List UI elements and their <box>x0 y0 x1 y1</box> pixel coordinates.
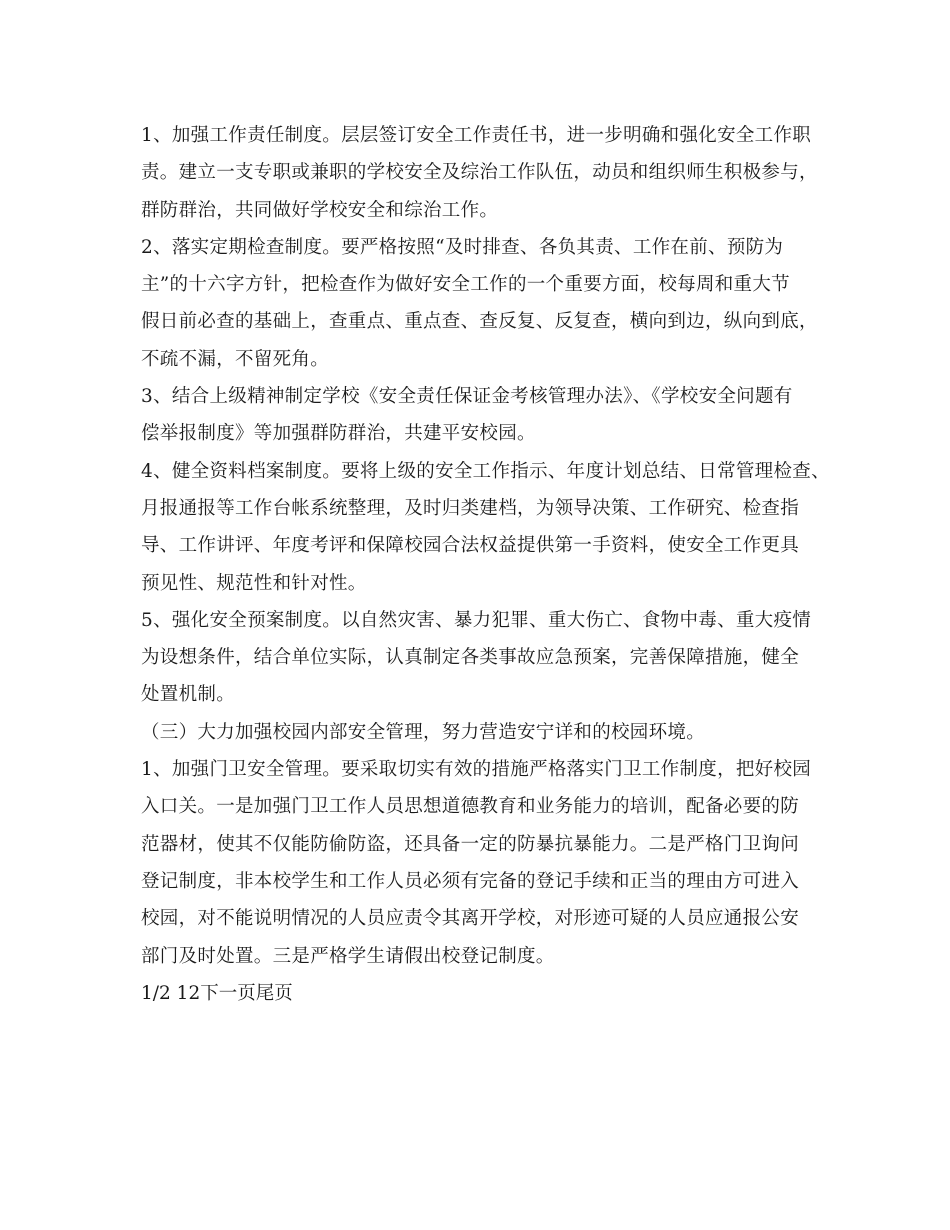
pagination <box>141 975 821 1012</box>
body-line: 偿举报制度》等加强群防群治，共建平安校园。 <box>141 423 536 445</box>
body-line: 主”的十六字方针，把检查作为做好安全工作的一个重要方面，校每周和重大节 <box>141 274 790 296</box>
section-heading: （三）大力加强校园内部安全管理，努力营造安宁详和的校园环境。 <box>141 721 706 743</box>
body-line: 月报通报等工作台帐系统整理，及时归类建档，为领导决策、工作研究、检查指 <box>141 497 800 519</box>
body-line: 登记制度，非本校学生和工作人员必须有完备的登记手续和正当的理由方可进入 <box>141 870 800 892</box>
body-line: 假日前必查的基础上，查重点、重点查、查反复、反复查，横向到边，纵向到底， <box>141 311 818 333</box>
body-line: 为设想条件，结合单位实际，认真制定各类事故应急预案，完善保障措施，健全 <box>141 647 800 669</box>
body-line: 3、结合上级精神制定学校《安全责任保证金考核管理办法》、《学校安全问题有 <box>141 386 793 408</box>
body-line: 1、加强门卫安全管理。要采取切实有效的措施严格落实门卫工作制度，把好校园 <box>141 759 812 781</box>
pager-controls <box>141 975 293 1012</box>
body-line: 责。建立一支专职或兼职的学校安全及综治工作队伍，动员和组织师生积极参与， <box>141 162 818 184</box>
body-line: 预见性、规范性和针对性。 <box>141 572 367 594</box>
body-line: 4、健全资料档案制度。要将上级的安全工作指示、年度计划总结、日常管理检查、 <box>141 460 830 482</box>
body-line: 部门及时处置。三是严格学生请假出校登记制度。 <box>141 945 555 967</box>
body-line: 不疏不漏，不留死角。 <box>141 348 330 370</box>
body-line: 群防群治，共同做好学校安全和综治工作。 <box>141 199 499 221</box>
body-line: 校园，对不能说明情况的人员应责令其离开学校，对形迹可疑的人员应通报公安 <box>141 908 800 930</box>
page-link-2[interactable]: 2 <box>188 982 201 1004</box>
body-line: 1、加强工作责任制度。层层签订安全工作责任书，进一步明确和强化安全工作职 <box>141 125 812 146</box>
next-page-link[interactable]: 下一页 <box>200 982 256 1004</box>
document-body <box>141 117 830 1012</box>
body-line: 范器材，使其不仅能防偷防盗，还具备一定的防暴抗暴能力。二是严格门卫询问 <box>141 833 800 855</box>
last-page-link[interactable]: 尾页 <box>255 982 293 1004</box>
body-line: 2、落实定期检查制度。要严格按照“及时排查、各负其责、工作在前、预防为 <box>141 236 784 258</box>
body-line: 5、强化安全预案制度。以自然灾害、暴力犯罪、重大伤亡、食物中毒、重大疫情 <box>141 609 812 631</box>
body-line: 导、工作讲评、年度考评和保障校园合法权益提供第一手资料，使安全工作更具 <box>141 535 800 557</box>
body-line: 处置机制。 <box>141 684 236 706</box>
page-link-1[interactable]: 1 <box>176 982 189 1004</box>
body-line: 入口关。一是加强门卫工作人员思想道德教育和业务能力的培训，配备必要的防 <box>141 796 800 818</box>
page-indicator: 1/2 <box>141 982 171 1004</box>
